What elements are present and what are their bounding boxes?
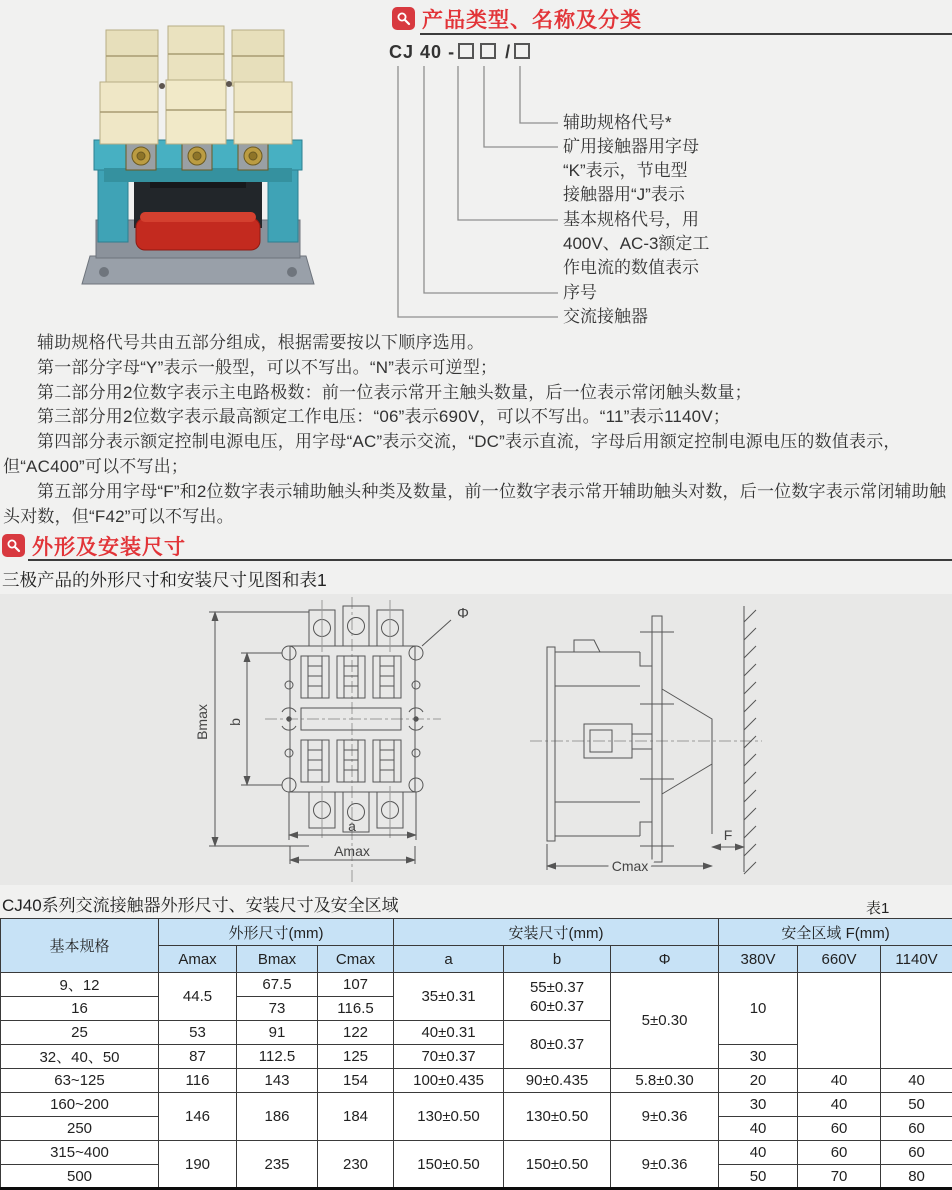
paragraph: 第二部分用2位数字表示主电路极数：前一位表示常开主触头数量，后一位表示常闭触头数量；	[37, 382, 752, 402]
model-code-series: 40	[420, 42, 443, 62]
cell-1140v: 60	[881, 1141, 952, 1165]
table-row	[1, 1093, 952, 1117]
table-row	[1, 1141, 952, 1165]
cell-cmax: 154	[318, 1069, 394, 1093]
cell-380v: 40	[719, 1117, 798, 1141]
cell-a: 130±0.50	[394, 1093, 504, 1141]
table-row	[1, 973, 952, 997]
cell-amax: 190	[159, 1141, 237, 1189]
cell-380v: 30	[719, 1093, 798, 1117]
section2-title: 外形及安装尺寸	[32, 536, 186, 559]
product-photo-contactor	[74, 24, 322, 290]
cell-1140v: 80	[881, 1165, 952, 1189]
cell-spec: 25	[1, 1021, 159, 1045]
table-title: CJ40系列交流接触器外形尺寸、安装尺寸及安全区域	[2, 896, 399, 915]
dimension-drawings-panel	[0, 594, 952, 885]
cell-bmax: 235	[237, 1141, 318, 1189]
col-group-safety: 安全区域 F(mm)	[719, 919, 952, 946]
col-header-a: a	[394, 946, 504, 973]
cell-bmax: 112.5	[237, 1045, 318, 1069]
cell-bmax: 91	[237, 1021, 318, 1045]
col-header-spec: 基本规格	[1, 919, 159, 973]
cell-a: 40±0.31	[394, 1021, 504, 1045]
cell-phi: 9±0.36	[611, 1141, 719, 1189]
cell-bmax: 186	[237, 1093, 318, 1141]
table-row	[1, 1069, 952, 1093]
model-label-mine-3: 接触器用“J”表示	[563, 185, 685, 204]
cell-bmax: 67.5	[237, 973, 318, 997]
cell-660v: 40	[798, 1069, 881, 1093]
model-label-mine-2: “K”表示，节电型	[563, 161, 688, 180]
aux-code-description	[3, 331, 949, 529]
col-header-amax: Amax	[159, 946, 237, 973]
cell-spec: 315~400	[1, 1141, 159, 1165]
magnifier-icon	[392, 7, 415, 30]
dim-label-amax: Amax	[334, 843, 370, 859]
paragraph: 第五部分用字母“F”和2位数字表示辅助触头种类及数量，前一位数字表示常开辅助触头对数，后一位数字表示常闭辅助触头对数，但“F42”可以不写出。	[3, 481, 947, 526]
cell-b: 130±0.50	[504, 1093, 611, 1141]
section1-rule	[420, 33, 952, 35]
paragraph: 第一部分字母“Y”表示一般型，可以不写出。“N”表示可逆型；	[37, 357, 498, 377]
cell-spec: 16	[1, 997, 159, 1021]
cell-a: 70±0.37	[394, 1045, 504, 1069]
cell-amax: 87	[159, 1045, 237, 1069]
cell-1140v: 60	[881, 1117, 952, 1141]
table-tag: 表1	[866, 900, 890, 917]
dimension-table	[0, 918, 952, 1190]
section2-rule	[28, 559, 952, 561]
cell-380v: 40	[719, 1141, 798, 1165]
cell-a: 150±0.50	[394, 1141, 504, 1189]
cell-b	[504, 973, 611, 1021]
cell-cmax: 116.5	[318, 997, 394, 1021]
dim-label-phi: Φ	[457, 605, 469, 622]
cell-a: 100±0.435	[394, 1069, 504, 1093]
cell-spec: 32、40、50	[1, 1045, 159, 1069]
model-label-basic-3: 作电流的数值表示	[563, 258, 699, 277]
cell-1140v: 50	[881, 1093, 952, 1117]
cell-spec: 250	[1, 1117, 159, 1141]
cell-spec: 9、12	[1, 973, 159, 997]
cell-phi: 5±0.30	[611, 973, 719, 1069]
cell-cmax: 107	[318, 973, 394, 997]
model-label-ac-contactor: 交流接触器	[563, 307, 648, 326]
cell-1140v: 40	[881, 1069, 952, 1093]
dim-label-b: b	[227, 718, 243, 726]
paragraph: 辅助规格代号共由五部分组成，根据需要按以下顺序选用。	[37, 333, 485, 352]
cell-b: 150±0.50	[504, 1141, 611, 1189]
cell-660v: 40	[798, 1093, 881, 1117]
cell-spec: 500	[1, 1165, 159, 1189]
model-label-aux: 辅助规格代号*	[563, 113, 672, 132]
section1-title: 产品类型、名称及分类	[422, 9, 642, 32]
model-label-basic-1: 基本规格代号，用	[563, 210, 699, 229]
cell-phi: 5.8±0.30	[611, 1069, 719, 1093]
dim-label-bmax: Bmax	[194, 704, 210, 740]
col-header-380v: 380V	[719, 946, 798, 973]
cell-amax: 53	[159, 1021, 237, 1045]
col-header-cmax: Cmax	[318, 946, 394, 973]
paragraph: 第三部分用2位数字表示最高额定工作电压：“06”表示690V，可以不写出。“11”表示1140V；	[37, 407, 731, 427]
cell-660v: 60	[798, 1117, 881, 1141]
col-header-1140v: 1140V	[881, 946, 952, 973]
dim-label-cmax: Cmax	[611, 858, 649, 874]
cell-660v: 60	[798, 1141, 881, 1165]
cell-cmax: 230	[318, 1141, 394, 1189]
cell-amax: 116	[159, 1069, 237, 1093]
model-connector-lines	[380, 60, 565, 330]
dim-label-a: a	[348, 818, 356, 834]
col-group-install: 安装尺寸(mm)	[394, 919, 719, 946]
col-group-outline: 外形尺寸(mm)	[159, 919, 394, 946]
cell-bmax: 73	[237, 997, 318, 1021]
section2-note: 三极产品的外形尺寸和安装尺寸见图和表1	[2, 570, 327, 590]
cell-bmax: 143	[237, 1069, 318, 1093]
cell-cmax: 184	[318, 1093, 394, 1141]
cell-380v: 20	[719, 1069, 798, 1093]
model-code-box3	[514, 43, 530, 59]
cell-b-line1: 55±0.37	[529, 978, 585, 996]
model-label-basic-2: 400V、AC-3额定工	[563, 234, 710, 253]
cell-1140v	[881, 973, 952, 1069]
cell-380v: 30	[719, 1045, 798, 1069]
cell-380v: 50	[719, 1165, 798, 1189]
paragraph: 第四部分表示额定控制电源电压，用字母“AC”表示交流，“DC”表示直流，字母后用额定控制电源电压的数值表示，但“AC400”可以不写出；	[3, 432, 901, 476]
cell-amax: 44.5	[159, 973, 237, 1021]
model-code-box1	[458, 43, 474, 59]
col-header-bmax: Bmax	[237, 946, 318, 973]
col-header-b: b	[504, 946, 611, 973]
model-code-prefix: CJ	[389, 42, 415, 62]
cell-b: 90±0.435	[504, 1069, 611, 1093]
cell-660v: 70	[798, 1165, 881, 1189]
model-label-serial: 序号	[563, 283, 597, 302]
cell-cmax: 125	[318, 1045, 394, 1069]
col-header-phi: Φ	[611, 946, 719, 973]
cell-660v	[798, 973, 881, 1069]
model-code-slash: /	[505, 42, 512, 62]
cell-spec: 160~200	[1, 1093, 159, 1117]
cell-spec: 63~125	[1, 1069, 159, 1093]
model-code-box2	[480, 43, 496, 59]
model-label-mine-1: 矿用接触器用字母	[563, 137, 699, 156]
cell-b: 80±0.37	[504, 1021, 611, 1069]
col-header-660v: 660V	[798, 946, 881, 973]
cell-a: 35±0.31	[394, 973, 504, 1021]
cell-380v: 10	[719, 973, 798, 1045]
cell-phi: 9±0.36	[611, 1093, 719, 1141]
front-view-drawing	[185, 594, 505, 885]
magnifier-icon	[2, 534, 25, 557]
cell-b-line2: 60±0.37	[529, 997, 585, 1015]
dim-label-f: F	[723, 827, 733, 843]
side-view-drawing	[522, 594, 822, 885]
cell-amax: 146	[159, 1093, 237, 1141]
cell-cmax: 122	[318, 1021, 394, 1045]
model-code-dash: -	[448, 42, 456, 62]
